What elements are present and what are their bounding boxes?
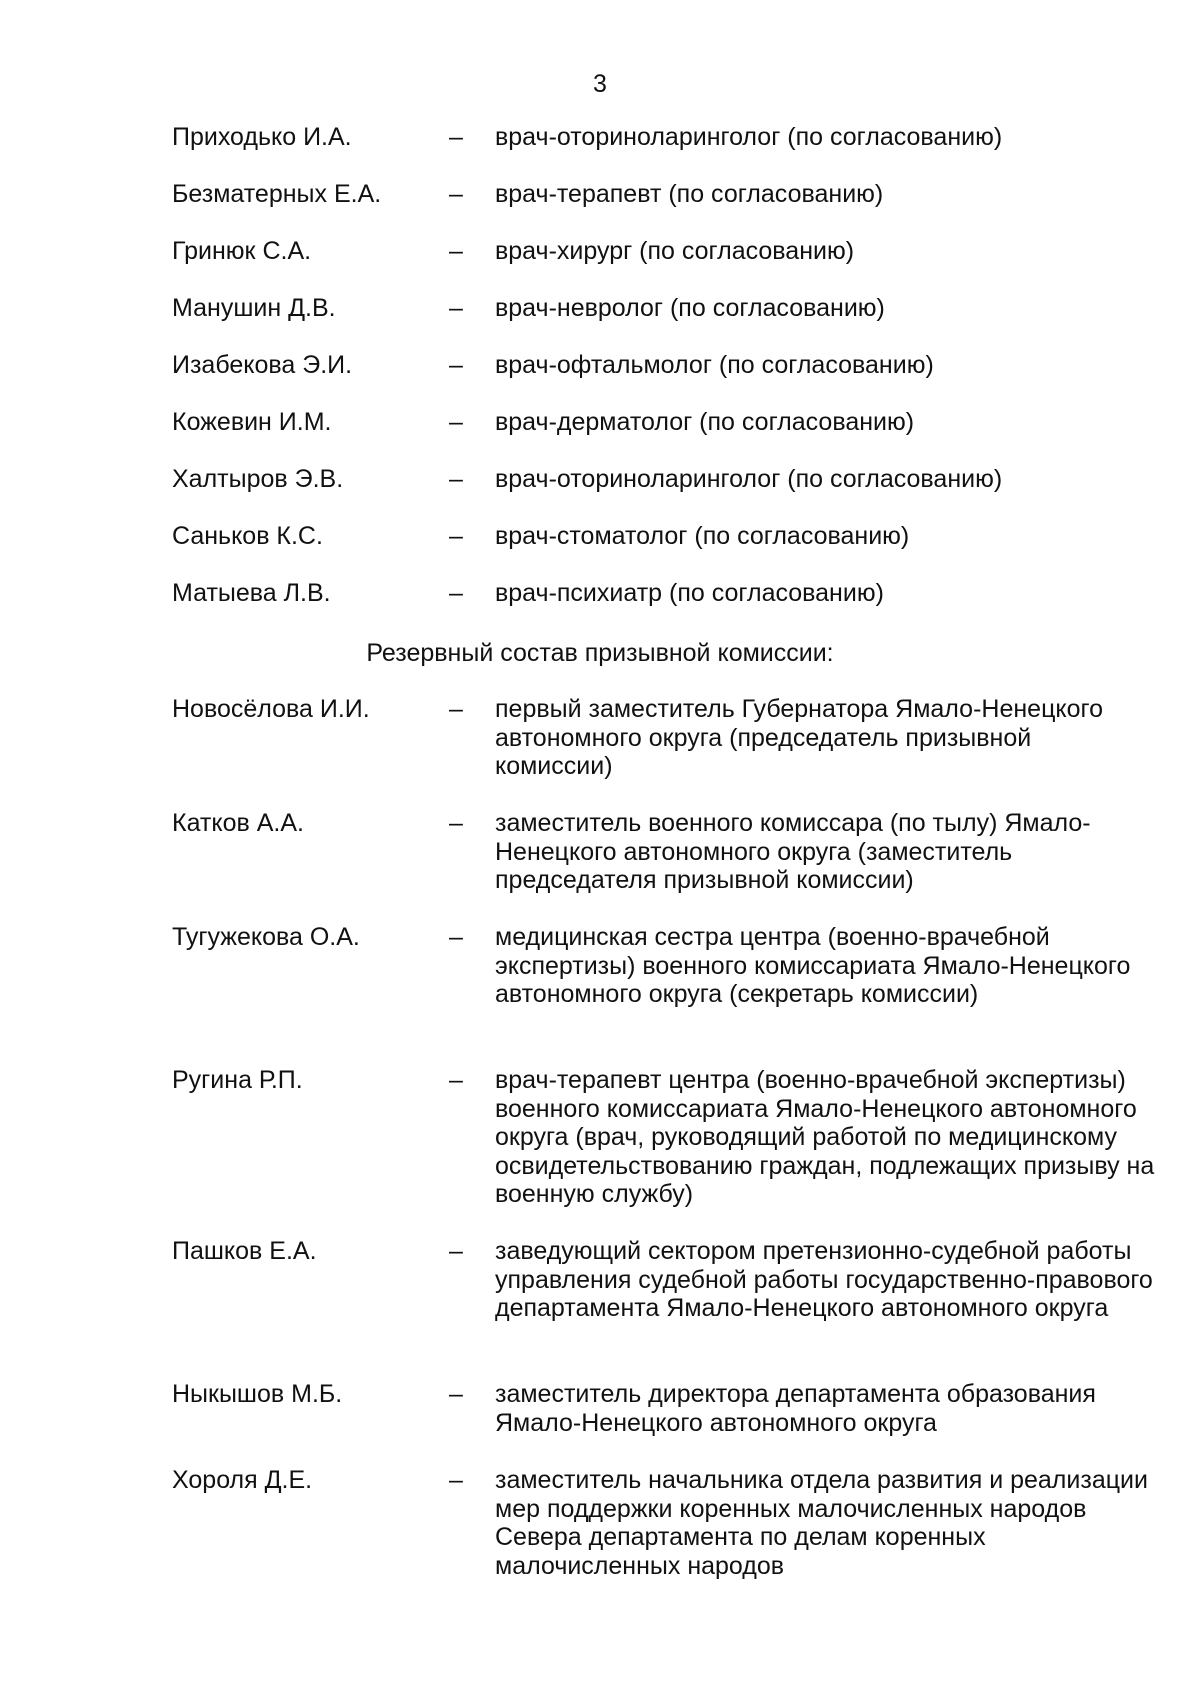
member-row xyxy=(0,408,1200,465)
member-dash: – xyxy=(449,408,463,436)
member-name: Ругина Р.П. xyxy=(172,1066,303,1094)
member-role: врач-оториноларинголог (по согласованию) xyxy=(495,123,1003,151)
commission-members-list xyxy=(0,123,1200,636)
member-dash: – xyxy=(449,1466,463,1494)
member-name: Гринюк С.А. xyxy=(172,237,312,265)
member-dash: – xyxy=(449,465,463,493)
member-dash: – xyxy=(449,923,463,951)
member-name: Хороля Д.Е. xyxy=(172,1466,313,1494)
member-role: врач-стоматолог (по согласованию) xyxy=(495,522,910,550)
member-name: Халтыров Э.В. xyxy=(172,465,344,493)
member-row xyxy=(0,123,1200,180)
member-name: Манушин Д.В. xyxy=(172,294,336,322)
member-row xyxy=(0,237,1200,294)
member-dash: – xyxy=(449,1380,463,1408)
member-name: Матыева Л.В. xyxy=(172,579,331,607)
member-role: медицинская сестра центра (военно-врачебной экспертизы) военного комиссариата Ямало-Ненецкого автономного округа (секретарь комиссии) xyxy=(495,923,1131,1008)
member-row xyxy=(0,579,1200,636)
member-dash: – xyxy=(449,351,463,379)
member-dash: – xyxy=(449,579,463,607)
member-row xyxy=(0,180,1200,237)
member-dash: – xyxy=(449,809,463,837)
member-row xyxy=(0,294,1200,351)
reserve-section-heading: Резервный состав призывной комиссии: xyxy=(366,639,834,667)
member-name: Ныкышов М.Б. xyxy=(172,1380,343,1408)
member-role: заместитель военного комиссара (по тылу) Ямало-Ненецкого автономного округа (заместитель председателя призывной комиссии) xyxy=(495,809,1091,894)
member-role: первый заместитель Губернатора Ямало-Ненецкого автономного округа (председатель призывной комиссии) xyxy=(495,695,1103,780)
member-role: врач-психиатр (по согласованию) xyxy=(495,579,884,607)
member-row xyxy=(0,351,1200,408)
member-role: врач-хирург (по согласованию) xyxy=(495,237,855,265)
member-role: врач-невролог (по согласованию) xyxy=(495,294,885,322)
member-name: Кожевин И.М. xyxy=(172,408,332,436)
member-dash: – xyxy=(449,1237,463,1265)
member-row xyxy=(0,465,1200,522)
member-role: врач-терапевт (по согласованию) xyxy=(495,180,884,208)
member-name: Тугужекова О.А. xyxy=(172,923,360,951)
member-dash: – xyxy=(449,695,463,723)
member-role: врач-офтальмолог (по согласованию) xyxy=(495,351,934,379)
member-dash: – xyxy=(449,522,463,550)
member-dash: – xyxy=(449,123,463,151)
member-role: заместитель начальника отдела развития и реализации мер поддержки коренных малочисленных народов Севера департамента по делам коренных малочисленных народов xyxy=(495,1466,1148,1580)
member-name: Изабекова Э.И. xyxy=(172,351,353,379)
member-role: заместитель директора департамента образования Ямало-Ненецкого автономного округа xyxy=(495,1380,1096,1437)
member-role: врач-оториноларинголог (по согласованию) xyxy=(495,465,1003,493)
member-dash: – xyxy=(449,294,463,322)
member-role: заведующий сектором претензионно-судебной работы управления судебной работы государственно-правового департамента Ямало-Ненецкого автономного округа xyxy=(495,1237,1153,1322)
member-name: Новосёлова И.И. xyxy=(172,695,370,723)
member-role: врач-дерматолог (по согласованию) xyxy=(495,408,915,436)
member-row xyxy=(0,522,1200,579)
member-dash: – xyxy=(449,1066,463,1094)
member-name: Саньков К.С. xyxy=(172,522,323,550)
member-name: Пашков Е.А. xyxy=(172,1237,317,1265)
member-name: Приходько И.А. xyxy=(172,123,352,151)
member-dash: – xyxy=(449,237,463,265)
member-name: Катков А.А. xyxy=(172,809,304,837)
page-number: 3 xyxy=(593,70,607,98)
member-dash: – xyxy=(449,180,463,208)
member-name: Безматерных Е.А. xyxy=(172,180,382,208)
member-role: врач-терапевт центра (военно-врачебной экспертизы) военного комиссариата Ямало-Ненецкого автономного округа (врач, руководящий работой по медицинскому освидетельствованию граждан, подлежащих призыву на военную службу) xyxy=(495,1066,1155,1208)
